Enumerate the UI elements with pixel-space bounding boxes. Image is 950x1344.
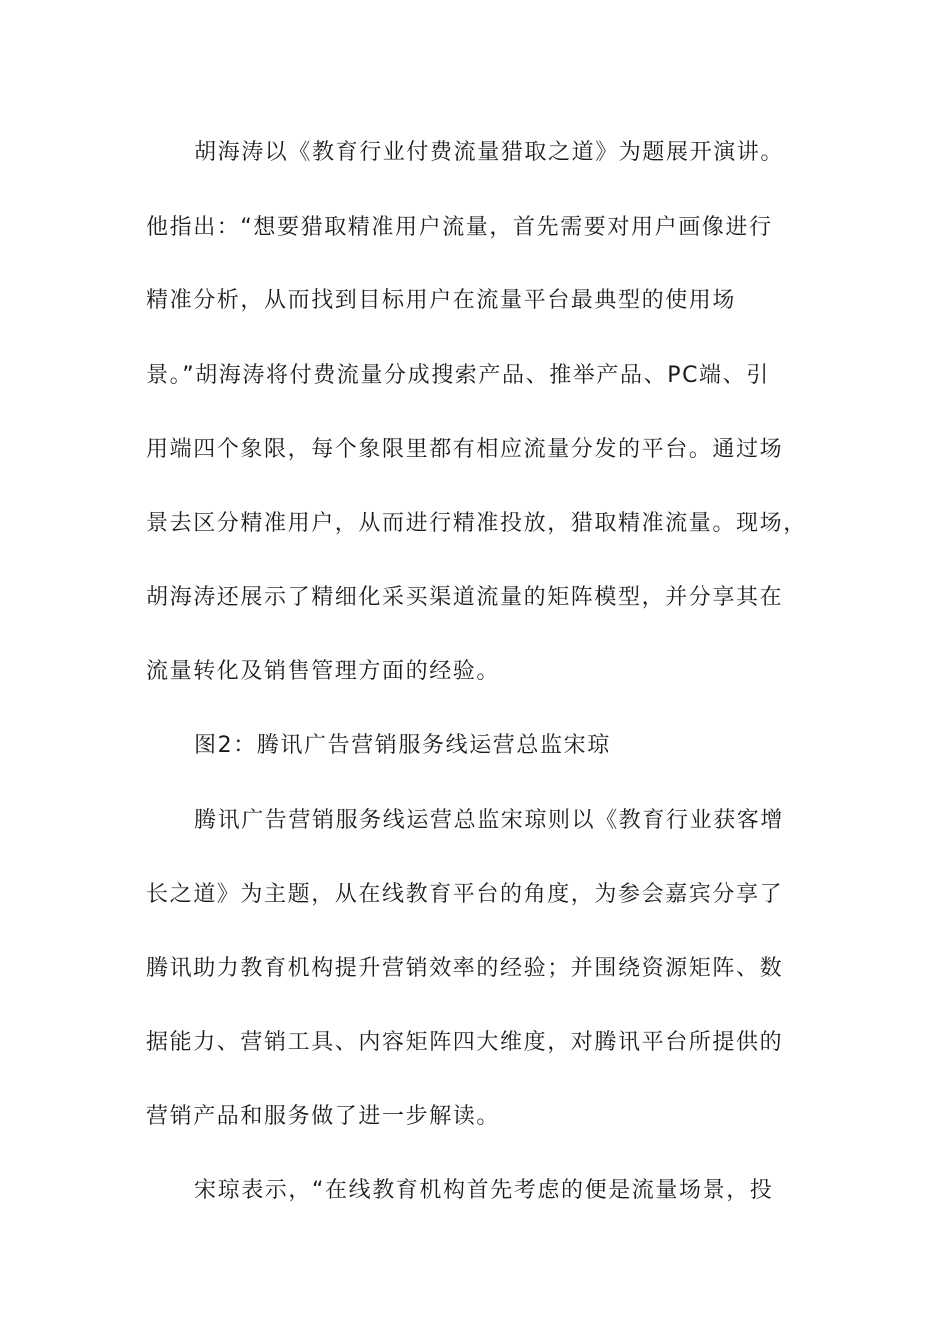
paragraph-1-line-8: 流量转化及销售管理方面的经验。 xyxy=(146,659,501,684)
figure-caption: 图2：腾讯广告营销服务线运营总监宋琼 xyxy=(194,733,611,758)
paragraph-1-line-5: 用端四个象限，每个象限里都有相应流量分发的平台。通过场 xyxy=(146,437,784,462)
paragraph-2-line-2: 长之道》为主题，从在线教育平台的角度，为参会嘉宾分享了 xyxy=(146,882,784,907)
paragraph-1-line-6: 景去区分精准用户，从而进行精准投放，猎取精准流量。现场， xyxy=(146,511,807,536)
paragraph-1-line-4: 景。”胡海涛将付费流量分成搜索产品、推举产品、PC端、引 xyxy=(146,363,770,388)
paragraph-3-line-1: 宋琼表示，“在线教育机构首先考虑的便是流量场景，投 xyxy=(194,1178,774,1203)
paragraph-1-line-1: 胡海涛以《教育行业付费流量猎取之道》为题展开演讲。 xyxy=(194,140,785,165)
paragraph-2-line-3: 腾讯助力教育机构提升营销效率的经验；并围绕资源矩阵、数 xyxy=(146,956,784,981)
paragraph-1-line-2: 他指出：“想要猎取精准用户流量，首先需要对用户画像进行 xyxy=(146,215,773,240)
paragraph-1-line-7: 胡海涛还展示了精细化采买渠道流量的矩阵模型，并分享其在 xyxy=(146,585,784,610)
paragraph-2-line-1: 腾讯广告营销服务线运营总监宋琼则以《教育行业获客增 xyxy=(194,808,785,833)
paragraph-2-line-4: 据能力、营销工具、内容矩阵四大维度，对腾讯平台所提供的 xyxy=(146,1030,784,1055)
paragraph-1-line-3: 精准分析，从而找到目标用户在流量平台最典型的使用场 xyxy=(146,288,737,313)
paragraph-2-line-5: 营销产品和服务做了进一步解读。 xyxy=(146,1104,501,1129)
